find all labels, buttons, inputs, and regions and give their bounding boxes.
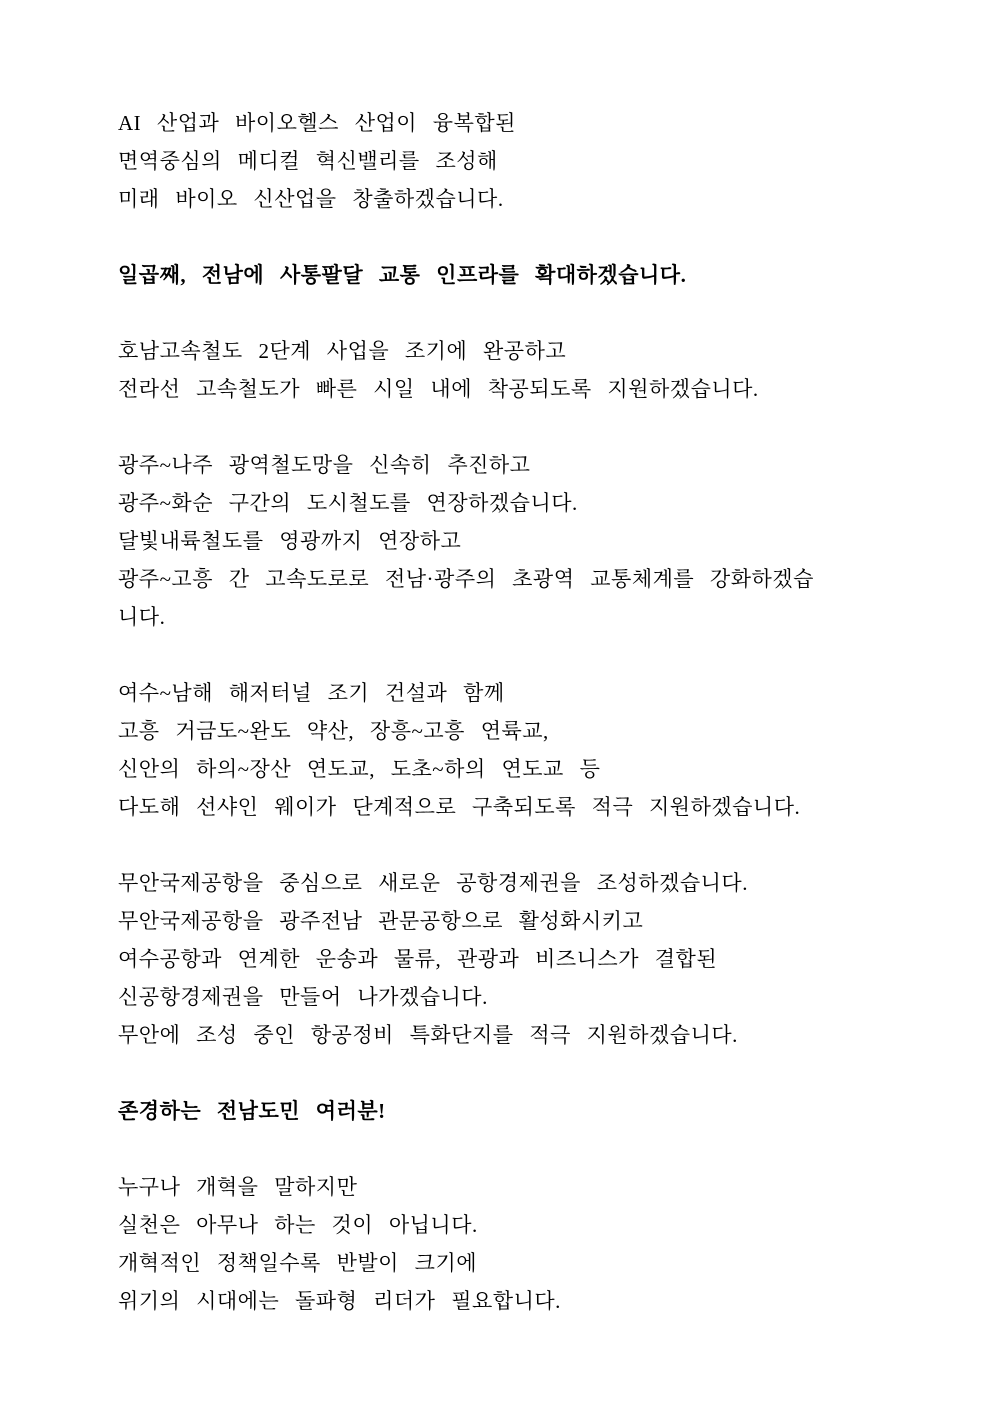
text-line: 면역중심의 메디컬 혁신밸리를 조성해 [118,149,498,173]
text-line: 광주~나주 광역철도망을 신속히 추진하고 [118,453,531,477]
text-line: 무안에 조성 중인 항공정비 특화단지를 적극 지원하겠습니다. [118,1023,738,1047]
text-line: 전라선 고속철도가 빠른 시일 내에 착공되도록 지원하겠습니다. [118,377,759,401]
text-line: 존경하는 전남도민 여러분! [118,1099,386,1123]
body-paragraph [118,864,884,1054]
text-line: 무안국제공항을 광주전남 관문공항으로 활성화시키고 [118,909,644,933]
body-paragraph [118,446,884,636]
text-line: 다도해 선샤인 웨이가 단계적으로 구축되도록 적극 지원하겠습니다. [118,795,801,819]
text-line: 광주~화순 구간의 도시철도를 연장하겠습니다. [118,491,578,515]
text-line: 신공항경제권을 만들어 나가겠습니다. [118,985,488,1009]
text-line: 여수공항과 연계한 운송과 물류, 관광과 비즈니스가 결합된 [118,947,718,971]
text-line: 누구나 개혁을 말하지만 [118,1175,358,1199]
text-line: 호남고속철도 2단계 사업을 조기에 완공하고 [118,339,567,363]
text-line: 개혁적인 정책일수록 반발이 크기에 [118,1251,478,1275]
text-line: 달빛내륙철도를 영광까지 연장하고 [118,529,462,553]
heading-paragraph [118,256,884,294]
text-line: 여수~남해 해저터널 조기 건설과 함께 [118,681,505,705]
text-line: 신안의 하의~장산 연도교, 도초~하의 연도교 등 [118,757,601,781]
text-line: 미래 바이오 신산업을 창출하겠습니다. [118,187,504,211]
body-paragraph [118,674,884,826]
text-line: 고흥 거금도~완도 약산, 장흥~고흥 연륙교, [118,719,549,743]
text-line: 실천은 아무나 하는 것이 아닙니다. [118,1213,478,1237]
body-paragraph [118,332,884,408]
text-line: 일곱째, 전남에 사통팔달 교통 인프라를 확대하겠습니다. [118,263,687,287]
body-paragraph [118,1168,884,1320]
text-line: AI 산업과 바이오헬스 산업이 융복합된 [118,111,516,135]
text-line: 광주~고흥 간 고속도로로 전남·광주의 초광역 교통체계를 강화하겠습 [118,567,814,591]
document-body [118,104,884,1320]
text-line: 무안국제공항을 중심으로 새로운 공항경제권을 조성하겠습니다. [118,871,748,895]
text-line: 니다. [118,605,166,629]
body-paragraph [118,104,884,218]
text-line: 위기의 시대에는 돌파형 리더가 필요합니다. [118,1289,561,1313]
heading-paragraph [118,1092,884,1130]
